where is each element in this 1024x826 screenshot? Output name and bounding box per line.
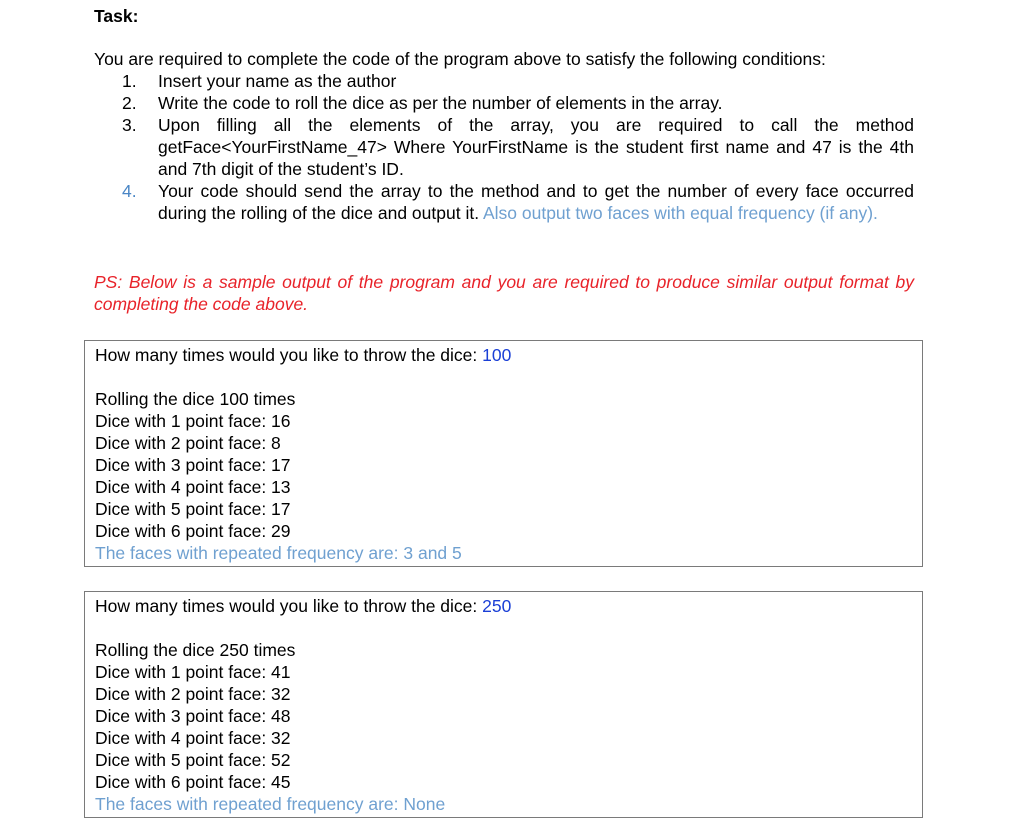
face-line: Dice with 6 point face: 29: [95, 521, 291, 541]
face-line: Dice with 5 point face: 17: [95, 499, 291, 519]
prompt-line: [95, 344, 922, 366]
condition-extra-text: Also output two faces with equal frequency (if any).: [482, 203, 878, 223]
prompt-text: How many times would you like to throw the dice:: [95, 596, 483, 616]
sample-output-box: [84, 591, 923, 818]
input-value: 100: [482, 345, 512, 365]
face-line: Dice with 2 point face: 8: [95, 433, 281, 453]
condition-number: 4.: [122, 181, 137, 201]
rolling-line: Rolling the dice 250 times: [95, 640, 296, 660]
rolling-line: Rolling the dice 100 times: [95, 389, 296, 409]
condition-text: Write the code to roll the dice as per the number of elements in the array.: [158, 93, 723, 113]
condition-number: 2.: [122, 93, 137, 113]
face-line: Dice with 1 point face: 41: [95, 662, 291, 682]
condition-text: Upon filling all the elements of the array, you are required to call the method getFace<YourFirstName_47> Where YourFirstName is the student first name and 47 is the 4th and 7th digit of the student’s ID.: [158, 115, 914, 179]
condition-number: 1.: [122, 71, 137, 91]
condition-text: Your code should send the array to the method and to get the number of every face occurred during the rolling of the dice and output it.: [158, 181, 914, 223]
conditions-list: [122, 70, 914, 224]
face-line: Dice with 2 point face: 32: [95, 684, 291, 704]
sample-output-box: [84, 340, 923, 567]
prompt-text: How many times would you like to throw the dice:: [95, 345, 483, 365]
repeated-line: The faces with repeated frequency are: None: [95, 794, 446, 814]
condition-number: 3.: [122, 115, 137, 135]
ps-note: PS: Below is a sample output of the program and you are required to produce similar output format by completing the code above.: [94, 272, 914, 314]
condition-text: Insert your name as the author: [158, 71, 397, 91]
condition-item: [122, 92, 914, 114]
repeated-line: The faces with repeated frequency are: 3 and 5: [95, 543, 462, 563]
task-intro: You are required to complete the code of the program above to satisfy the following conditions:: [94, 49, 826, 69]
face-line: Dice with 4 point face: 13: [95, 477, 291, 497]
condition-item: [122, 180, 914, 224]
face-line: Dice with 4 point face: 32: [95, 728, 291, 748]
face-line: Dice with 3 point face: 48: [95, 706, 291, 726]
condition-item: [122, 114, 914, 180]
prompt-line: [95, 595, 922, 617]
task-heading: Task:: [94, 6, 139, 26]
face-line: Dice with 1 point face: 16: [95, 411, 291, 431]
face-line: Dice with 6 point face: 45: [95, 772, 291, 792]
input-value: 250: [482, 596, 512, 616]
condition-item: [122, 70, 914, 92]
face-line: Dice with 5 point face: 52: [95, 750, 291, 770]
face-line: Dice with 3 point face: 17: [95, 455, 291, 475]
